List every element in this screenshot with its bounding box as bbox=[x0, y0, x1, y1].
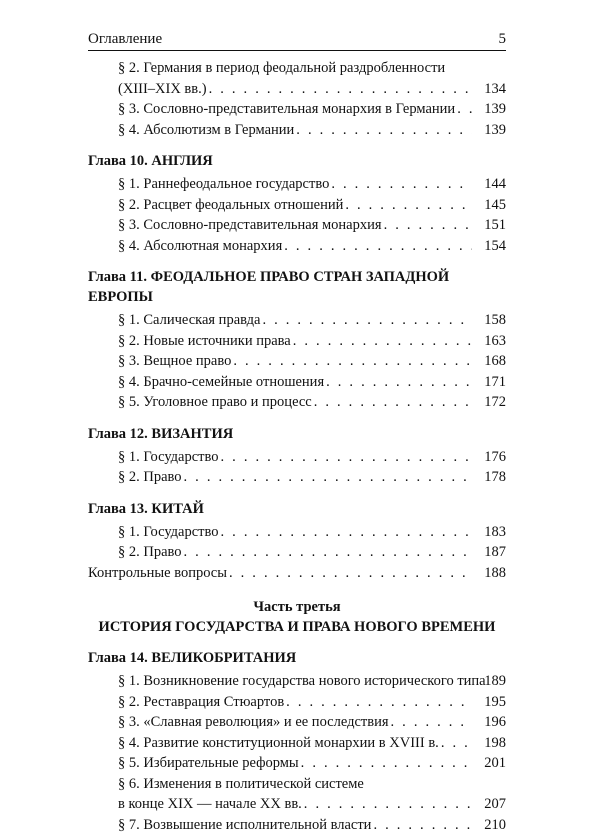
toc-entry bbox=[88, 392, 506, 413]
toc-page-number: 139 bbox=[474, 120, 506, 141]
toc-entry-title: Контрольные вопросы bbox=[88, 563, 227, 584]
toc-entry bbox=[88, 331, 506, 352]
toc-entry-title: § 3. Вещное право bbox=[118, 351, 231, 372]
toc-entry-title: § 1. Государство bbox=[118, 522, 219, 543]
toc-entry-title: § 4. Брачно-семейные отношения bbox=[118, 372, 324, 393]
dot-leader bbox=[293, 331, 472, 352]
chapter-heading: Глава 11. ФЕОДАЛЬНОЕ ПРАВО СТРАН ЗАПАДНОЙ ЕВРОПЫ bbox=[88, 267, 506, 307]
dot-leader bbox=[262, 310, 472, 331]
toc-entry bbox=[88, 215, 506, 236]
toc-page-number: 198 bbox=[474, 733, 506, 754]
toc-page-number: 188 bbox=[474, 563, 506, 584]
toc-entry-title: § 6. Изменения в политической системе bbox=[118, 774, 474, 795]
toc-entry-title-continuation: (XIII–XIX вв.) bbox=[118, 79, 207, 100]
dot-leader bbox=[384, 215, 472, 236]
toc-entry bbox=[88, 447, 506, 468]
toc-entry bbox=[88, 174, 506, 195]
running-head bbox=[88, 26, 506, 51]
dot-leader bbox=[345, 195, 472, 216]
toc-entry-title: § 2. Расцвет феодальных отношений bbox=[118, 195, 343, 216]
toc-page-number: 210 bbox=[474, 815, 506, 835]
toc-entry bbox=[88, 120, 506, 141]
dot-leader bbox=[314, 392, 472, 413]
toc-page-number: 134 bbox=[474, 79, 506, 100]
dot-leader bbox=[209, 79, 472, 100]
toc-entry-title: § 1. Салическая правда bbox=[118, 310, 260, 331]
toc-entry-title: § 5. Уголовное право и процесс bbox=[118, 392, 312, 413]
dot-leader bbox=[184, 542, 472, 563]
part-label: Часть третья bbox=[88, 597, 506, 617]
toc-entry-title: § 4. Абсолютизм в Германии bbox=[118, 120, 294, 141]
toc-page-number: 171 bbox=[474, 372, 506, 393]
toc-entry-title: § 4. Абсолютная монархия bbox=[118, 236, 282, 257]
toc-entry-title: § 3. Сословно-представительная монархия bbox=[118, 215, 382, 236]
part-title: ИСТОРИЯ ГОСУДАРСТВА И ПРАВА НОВОГО ВРЕМЕНИ bbox=[88, 617, 506, 637]
dot-leader bbox=[391, 712, 472, 733]
toc-page-number: 207 bbox=[474, 794, 506, 815]
toc-page-number: 201 bbox=[474, 753, 506, 774]
toc-entry-title: § 2. Право bbox=[118, 467, 182, 488]
toc-page-number: 158 bbox=[474, 310, 506, 331]
page-number: 5 bbox=[499, 31, 507, 48]
toc-page-number: 183 bbox=[474, 522, 506, 543]
toc-entry bbox=[88, 815, 506, 835]
toc-entry-title: § 4. Развитие конституционной монархии в XVIII в. bbox=[118, 733, 439, 754]
toc-entry bbox=[88, 563, 506, 584]
toc-page-number: 163 bbox=[474, 331, 506, 352]
dot-leader bbox=[331, 174, 472, 195]
toc-entry bbox=[88, 671, 506, 692]
toc-page-number: 172 bbox=[474, 392, 506, 413]
dot-leader bbox=[233, 351, 472, 372]
toc-page-number: 178 bbox=[474, 467, 506, 488]
toc-page-number: 145 bbox=[474, 195, 506, 216]
dot-leader bbox=[373, 815, 472, 835]
toc-page-number: 176 bbox=[474, 447, 506, 468]
dot-leader bbox=[284, 236, 472, 257]
dot-leader bbox=[286, 692, 472, 713]
toc-entry-title: § 2. Германия в период феодальной раздробленности bbox=[118, 58, 474, 79]
toc-entry bbox=[88, 692, 506, 713]
toc-page-number: 151 bbox=[474, 215, 506, 236]
running-head-title: Оглавление bbox=[88, 31, 162, 48]
dot-leader bbox=[296, 120, 472, 141]
toc-entry-title: § 5. Избирательные реформы bbox=[118, 753, 299, 774]
toc-page-number: 187 bbox=[474, 542, 506, 563]
toc-page-number: 144 bbox=[474, 174, 506, 195]
dot-leader bbox=[301, 753, 472, 774]
toc-entry-title: § 7. Возвышение исполнительной власти bbox=[118, 815, 371, 835]
dot-leader bbox=[326, 372, 472, 393]
toc-page-number: 154 bbox=[474, 236, 506, 257]
toc-entry bbox=[88, 99, 506, 120]
dot-leader bbox=[457, 99, 472, 120]
toc-page-number: 196 bbox=[474, 712, 506, 733]
toc-page-number: 139 bbox=[474, 99, 506, 120]
toc-entry bbox=[88, 58, 506, 99]
toc-entry bbox=[88, 195, 506, 216]
chapter-heading: Глава 13. КИТАЙ bbox=[88, 499, 506, 519]
toc-entry-title: § 1. Раннефеодальное государство bbox=[118, 174, 329, 195]
dot-leader bbox=[184, 467, 472, 488]
toc-page-number: 168 bbox=[474, 351, 506, 372]
table-of-contents bbox=[88, 58, 506, 835]
toc-entry bbox=[88, 372, 506, 393]
toc-entry bbox=[88, 542, 506, 563]
toc-entry-title: § 3. «Славная революция» и ее последствия bbox=[118, 712, 389, 733]
toc-entry-title: § 1. Возникновение государства нового исторического типа bbox=[118, 671, 486, 692]
dot-leader bbox=[221, 447, 472, 468]
toc-entry-title: § 2. Право bbox=[118, 542, 182, 563]
toc-entry bbox=[88, 522, 506, 543]
chapter-heading: Глава 10. АНГЛИЯ bbox=[88, 151, 506, 171]
toc-entry-title: § 2. Реставрация Стюартов bbox=[118, 692, 284, 713]
toc-entry bbox=[88, 236, 506, 257]
toc-entry bbox=[88, 774, 506, 815]
toc-entry-title: § 2. Новые источники права bbox=[118, 331, 291, 352]
chapter-heading: Глава 12. ВИЗАНТИЯ bbox=[88, 424, 506, 444]
chapter-heading: Глава 14. ВЕЛИКОБРИТАНИЯ bbox=[88, 648, 506, 668]
toc-entry-title: § 1. Государство bbox=[118, 447, 219, 468]
dot-leader bbox=[221, 522, 472, 543]
toc-entry bbox=[88, 753, 506, 774]
toc-page-number: 189 bbox=[474, 671, 506, 692]
dot-leader bbox=[229, 563, 472, 584]
toc-entry bbox=[88, 351, 506, 372]
toc-page-number: 195 bbox=[474, 692, 506, 713]
toc-entry bbox=[88, 712, 506, 733]
dot-leader bbox=[304, 794, 472, 815]
toc-entry bbox=[88, 467, 506, 488]
toc-entry-title-continuation: в конце XIX — начале XX вв. bbox=[118, 794, 302, 815]
toc-entry-title: § 3. Сословно-представительная монархия в Германии bbox=[118, 99, 455, 120]
toc-entry bbox=[88, 310, 506, 331]
